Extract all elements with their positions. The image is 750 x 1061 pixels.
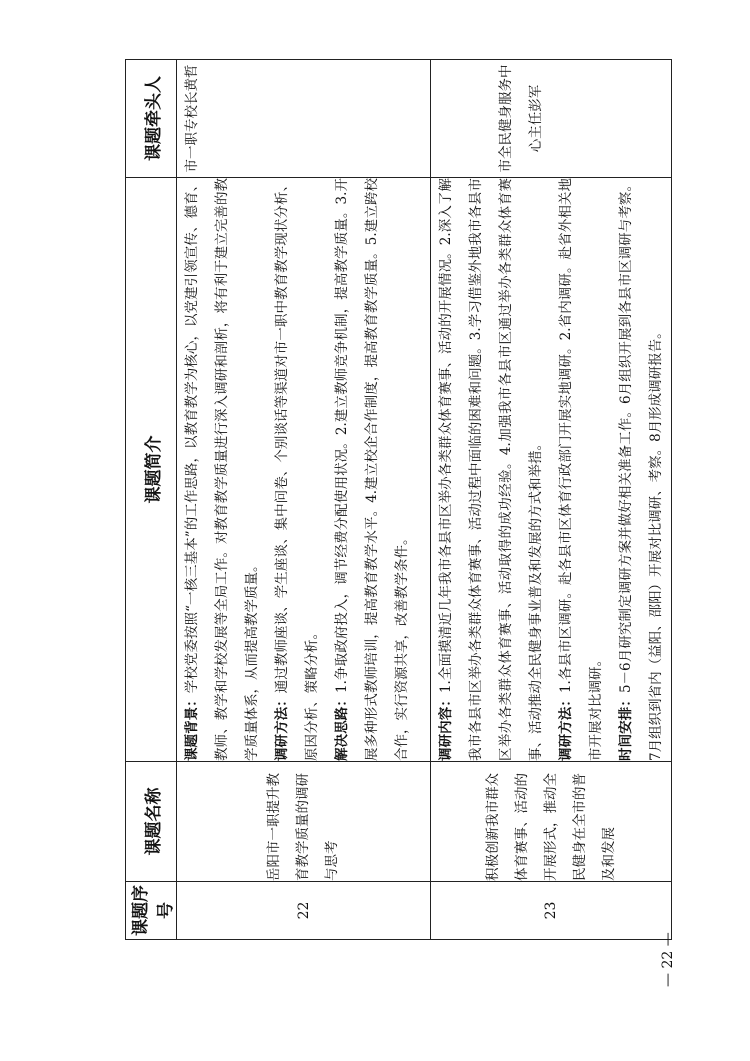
row-23-no: 23 xyxy=(431,882,672,940)
intro-label: 时间安排： xyxy=(618,693,634,761)
header-row xyxy=(126,60,177,940)
intro-paragraph xyxy=(611,178,671,761)
table-row xyxy=(431,60,672,940)
table-row xyxy=(177,60,431,940)
page-number: — 22 — xyxy=(660,932,676,988)
intro-paragraph xyxy=(267,178,327,761)
intro-text: 1.各县市区调研。赴各县市区体育行政部门开展实地调研。2.省内调研。赴省外相关地市开展对比调研。 xyxy=(558,177,604,761)
intro-text: 通过教师座谈、学生座谈、集中问卷、个别谈话等渠道对市一职中教育教学现状分析、原因分析、策略分析。 xyxy=(274,177,320,761)
row-22-lead: 市一职专校长黄哲 xyxy=(177,60,431,178)
rotated-page xyxy=(125,60,671,940)
header-name: 课题名称 xyxy=(126,762,177,882)
header-no: 课题序号 xyxy=(126,882,177,940)
row-23-lead: 市全民健身服务中心主任彭军 xyxy=(431,60,672,178)
intro-label: 解决思路： xyxy=(334,692,350,761)
header-intro: 课题简介 xyxy=(126,178,177,762)
row-23-intro xyxy=(431,178,672,762)
intro-text: 1.争取政府投入，调节经费分配使用状况。2.建立教师竞争机制，提高教学质量。3.开展多种形式教师培训，提高教育教学水平。4.建立校企合作制度，提高教育教学质量。5.建立跨校合作，实行资源共享，改善教学条件。 xyxy=(334,177,410,761)
intro-text: 学校党委按照“一核三基本”的工作思路，以教育教学为核心，以党建引领宣传、德育、教师、教学和学校发展等全局工作。对教育教学质量进行深入调研和剖析，将有利于建立完善的教学质量体系，从而提高教学质量。 xyxy=(184,177,260,761)
row-22-no: 22 xyxy=(177,882,431,940)
intro-paragraph xyxy=(327,178,417,761)
intro-label: 调研内容： xyxy=(438,693,454,761)
row-22-name: 岳阳市一职提升教育教学质量的调研与思考 xyxy=(177,762,431,882)
intro-paragraph xyxy=(431,178,551,761)
row-22-intro xyxy=(177,178,431,762)
intro-label: 课题背景： xyxy=(184,693,200,761)
intro-text: 5－6月研究制定调研方案并做好相关准备工作。6月组织开展到各县市区调研与考察。7月组织到省内（益阳、邵阳）开展对比调研、考察。8月形成调研报告。 xyxy=(618,177,664,761)
intro-paragraph xyxy=(551,178,611,761)
topics-table xyxy=(125,59,672,940)
intro-label: 调研方法： xyxy=(558,693,574,761)
intro-text: 1.全面摸清近几年我市各县市区举办各类群众体育赛事、活动的开展情况。2.深入了解我市各县市区举办各类群众体育赛事、活动过程中面临的困难和问题。3.学习借鉴外地我市各县市区举办各类群众体育赛事、活动取得的成功经验。4.加强我市各县市区通过举办各类群众体育赛事、活动推动全民健身事业普及和发展的方式和举措。 xyxy=(438,177,544,761)
intro-label: 调研方法： xyxy=(274,693,290,761)
intro-paragraph xyxy=(177,178,267,761)
row-23-name: 积极创新我市群众体育赛事、活动的开展形式，推动全民健身在全市的普及和发展 xyxy=(431,762,672,882)
header-lead: 课题牵头人 xyxy=(126,60,177,178)
